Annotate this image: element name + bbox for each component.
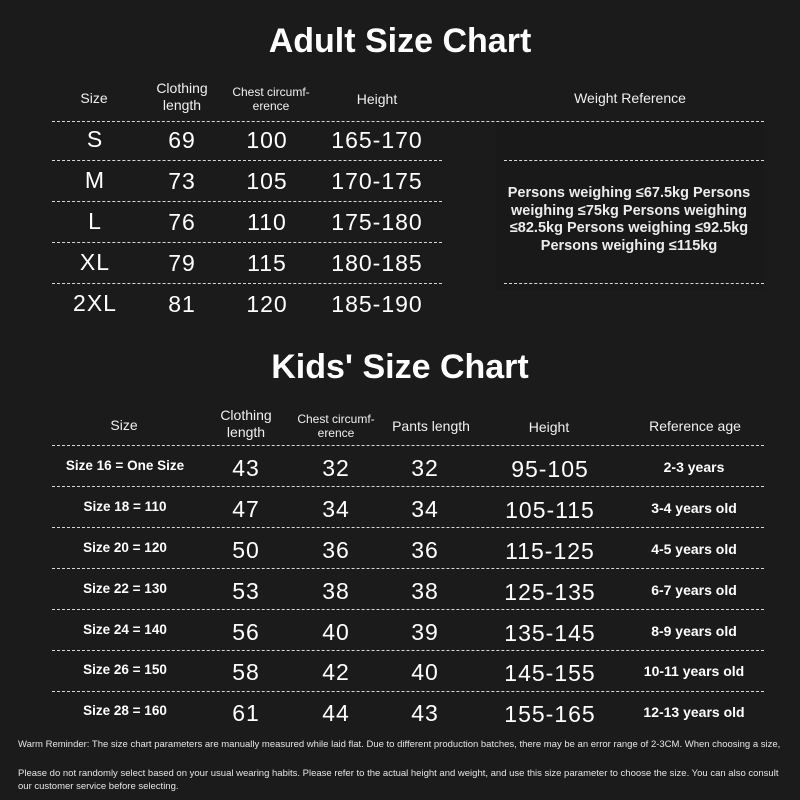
adult-height-cell: 170-175 bbox=[331, 168, 423, 194]
kids-height-cell: 115-125 bbox=[505, 538, 595, 564]
adult-height-cell: 175-180 bbox=[331, 209, 423, 235]
kids-pants-cell: 40 bbox=[411, 659, 439, 685]
kids-chest-cell: 40 bbox=[322, 619, 350, 645]
kids-chest-cell: 34 bbox=[322, 496, 350, 522]
kids-height-cell: 155-165 bbox=[504, 701, 596, 727]
weight-panel-divider bbox=[504, 283, 764, 284]
kids-header-height: Height bbox=[528, 419, 570, 435]
kids-size-cell: Size 26 = 150 bbox=[83, 662, 167, 677]
adult-chest-cell: 115 bbox=[247, 250, 287, 276]
kids-age-cell: 10-11 years old bbox=[643, 663, 745, 679]
kids-row-divider bbox=[52, 527, 764, 528]
kids-row-divider bbox=[52, 568, 764, 569]
kids-size-cell: Size 22 = 130 bbox=[83, 581, 167, 596]
adult-height-cell: 165-170 bbox=[331, 127, 423, 153]
kids-length-cell: 61 bbox=[232, 700, 260, 726]
adult-size-cell: 2XL bbox=[73, 290, 117, 316]
adult-chest-cell: 100 bbox=[246, 127, 288, 153]
kids-size-cell: Size 18 = 110 bbox=[83, 499, 167, 514]
kids-pants-cell: 39 bbox=[411, 619, 439, 645]
adult-length-cell: 79 bbox=[168, 250, 196, 276]
selection-advice-note: Please do not randomly select based on your usual wearing habits. Please refer to the actual height and weight, and use this size parameter to choose the size. You can also consult our customer service before selecting. bbox=[18, 768, 779, 792]
kids-header-pants-length: Pants length bbox=[392, 418, 470, 434]
kids-header-size: Size bbox=[110, 417, 138, 433]
kids-age-cell: 3-4 years old bbox=[651, 500, 737, 516]
adult-header-clothing-length: Clothing length bbox=[156, 80, 208, 113]
adult-header-chest: Chest circumf- erence bbox=[232, 85, 310, 113]
kids-length-cell: 43 bbox=[232, 455, 260, 481]
kids-size-cell: Size 24 = 140 bbox=[83, 622, 167, 637]
kids-pants-cell: 32 bbox=[411, 455, 439, 481]
adult-height-cell: 180-185 bbox=[331, 250, 423, 276]
kids-height-cell: 125-135 bbox=[504, 579, 596, 605]
adult-chart-title: Adult Size Chart bbox=[268, 22, 532, 60]
kids-row-divider bbox=[52, 650, 764, 651]
adult-size-cell: S bbox=[86, 126, 104, 152]
kids-pants-cell: 43 bbox=[411, 700, 439, 726]
kids-size-cell: Size 20 = 120 bbox=[83, 540, 167, 555]
adult-length-cell: 81 bbox=[168, 291, 196, 317]
kids-chest-cell: 32 bbox=[322, 455, 350, 481]
adult-row-divider bbox=[52, 160, 442, 161]
kids-chest-cell: 36 bbox=[322, 537, 350, 563]
adult-length-cell: 69 bbox=[168, 127, 196, 153]
kids-height-cell: 105-115 bbox=[505, 497, 595, 523]
kids-header-clothing-length: Clothing length bbox=[220, 407, 272, 440]
kids-length-cell: 58 bbox=[232, 659, 260, 685]
kids-age-cell: 2-3 years bbox=[663, 459, 725, 475]
kids-row-divider bbox=[52, 486, 764, 487]
kids-length-cell: 47 bbox=[232, 496, 260, 522]
kids-age-cell: 12-13 years old bbox=[643, 704, 745, 720]
adult-chest-cell: 105 bbox=[246, 168, 288, 194]
adult-size-cell: L bbox=[88, 208, 102, 234]
kids-chest-cell: 38 bbox=[322, 578, 350, 604]
kids-header-divider bbox=[52, 445, 764, 446]
adult-row-divider bbox=[52, 242, 442, 243]
adult-row-divider bbox=[52, 283, 442, 284]
adult-header-weight-reference: Weight Reference bbox=[574, 90, 686, 106]
kids-age-cell: 4-5 years old bbox=[651, 541, 737, 557]
warm-reminder-note: Warm Reminder: The size chart parameters are manually measured while laid flat. Due to different production batches, there may be an error range of 2-3CM. When choosing a size, bbox=[18, 739, 781, 750]
kids-header-chest: Chest circumf- erence bbox=[297, 412, 375, 440]
kids-size-cell: Size 16 = One Size bbox=[65, 458, 185, 473]
kids-chest-cell: 44 bbox=[322, 700, 350, 726]
adult-size-cell: M bbox=[84, 167, 106, 193]
kids-length-cell: 53 bbox=[232, 578, 260, 604]
adult-chest-cell: 110 bbox=[247, 209, 287, 235]
kids-chest-cell: 42 bbox=[322, 659, 350, 685]
adult-chest-cell: 120 bbox=[246, 291, 288, 317]
kids-height-cell: 145-155 bbox=[504, 660, 596, 686]
kids-length-cell: 56 bbox=[232, 619, 260, 645]
weight-reference-text: Persons weighing ≤67.5kg Persons weighing ≤75kg Persons weighing ≤82.5kg Persons weighing ≤92.5kg Persons weighing ≤115kg bbox=[507, 185, 751, 254]
kids-header-reference-age: Reference age bbox=[649, 418, 741, 434]
kids-row-divider bbox=[52, 691, 764, 692]
adult-height-cell: 185-190 bbox=[331, 291, 423, 317]
kids-pants-cell: 36 bbox=[411, 537, 439, 563]
adult-length-cell: 73 bbox=[168, 168, 196, 194]
adult-header-size: Size bbox=[80, 90, 108, 106]
adult-length-cell: 76 bbox=[168, 209, 196, 235]
kids-row-divider bbox=[52, 609, 764, 610]
kids-chart-title: Kids' Size Chart bbox=[271, 348, 529, 386]
kids-age-cell: 8-9 years old bbox=[651, 623, 737, 639]
adult-row-divider bbox=[52, 201, 442, 202]
weight-panel-divider bbox=[504, 160, 764, 161]
kids-pants-cell: 38 bbox=[411, 578, 439, 604]
kids-length-cell: 50 bbox=[232, 537, 260, 563]
kids-height-cell: 95-105 bbox=[511, 456, 589, 482]
adult-size-cell: XL bbox=[79, 249, 111, 275]
kids-size-cell: Size 28 = 160 bbox=[83, 703, 167, 718]
kids-height-cell: 135-145 bbox=[504, 620, 596, 646]
kids-age-cell: 6-7 years old bbox=[651, 582, 737, 598]
kids-pants-cell: 34 bbox=[411, 496, 439, 522]
adult-header-height: Height bbox=[356, 91, 398, 107]
